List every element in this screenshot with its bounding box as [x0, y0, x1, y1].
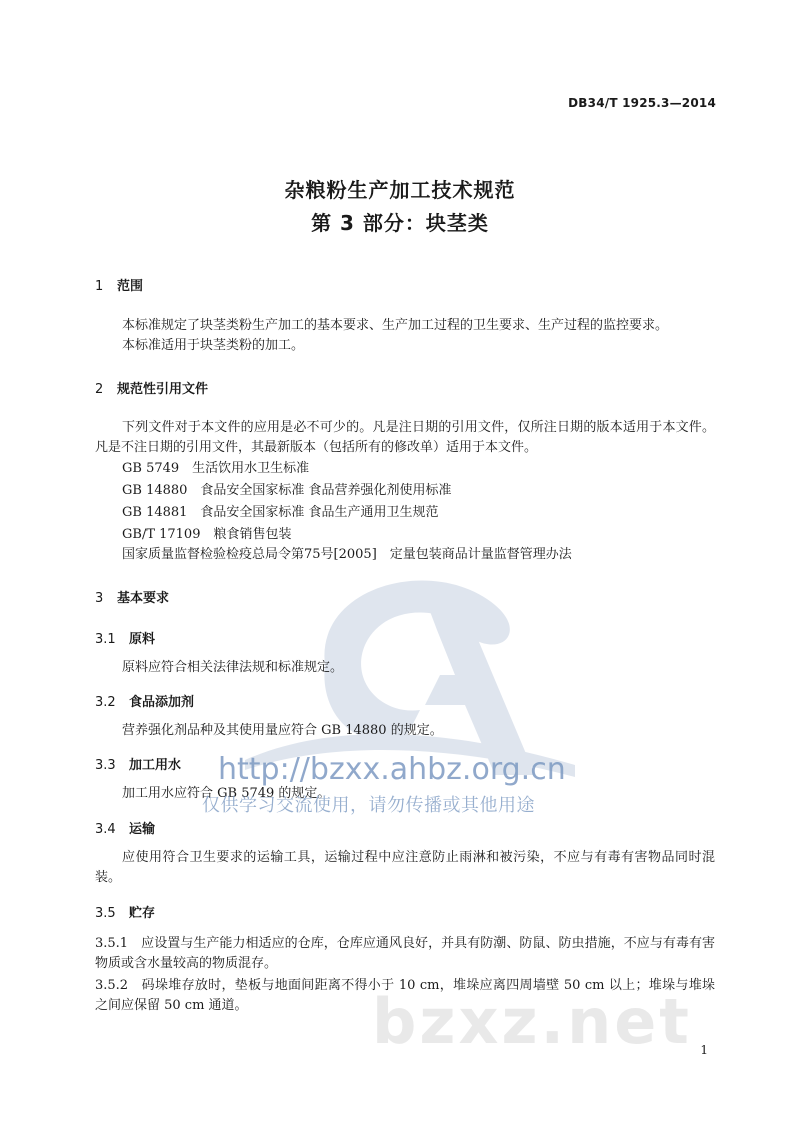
- numbered-clause: 3.5.1 应设置与生产能力相适应的仓库，仓库应通风良好，并具有防潮、防鼠、防虫措施，不应与有毒有害物质或含水量较高的物质混存。: [95, 936, 715, 971]
- standard-code: DB34/T 1925.3—2014: [568, 96, 716, 110]
- subsection-title: 食品添加剂: [129, 695, 195, 710]
- section-heading-1: [95, 275, 143, 294]
- section-title: 范围: [117, 279, 144, 294]
- watermark-note: 仅供学习交流使用，请勿传播或其他用途: [202, 795, 535, 816]
- section-title: 基本要求: [117, 591, 170, 606]
- subsection-number: 3.2: [95, 695, 116, 710]
- reference-item: GB 14881 食品安全国家标准 食品生产通用卫生规范: [122, 505, 439, 520]
- paragraph: 本标准适用于块茎类粉的加工。: [122, 338, 305, 353]
- subsection-heading-3-1: [95, 628, 155, 647]
- watermark-url: http://bzxx.ahbz.org.cn: [218, 752, 566, 787]
- reference-item: GB/T 17109 粮食销售包装: [122, 527, 292, 542]
- section-number: 3: [95, 591, 104, 606]
- subsection-number: 3.1: [95, 632, 116, 647]
- reference-item: 国家质量监督检验检疫总局令第75号[2005] 定量包装商品计量监督管理办法: [122, 547, 572, 562]
- paragraph: 下列文件对于本文件的应用是必不可少的。凡是注日期的引用文件，仅所注日期的版本适用于本文件。凡是不注日期的引用文件，其最新版本（包括所有的修改单）适用于本文件。: [95, 420, 715, 455]
- subsection-heading-3-4: [95, 818, 155, 837]
- paragraph: 应使用符合卫生要求的运输工具，运输过程中应注意防止雨淋和被污染，不应与有毒有害物品同时混装。: [95, 850, 715, 885]
- subsection-title: 加工用水: [129, 758, 182, 773]
- page-number: 1: [700, 1043, 708, 1057]
- document-title: 杂粮粉生产加工技术规范: [284, 178, 516, 202]
- subsection-heading-3-5: [95, 902, 155, 921]
- section-heading-2: [95, 378, 208, 397]
- paragraph: 营养强化剂品种及其使用量应符合 GB 14880 的规定。: [122, 723, 443, 738]
- subsection-number: 3.4: [95, 822, 116, 837]
- subsection-number: 3.3: [95, 758, 116, 773]
- subsection-heading-3-2: [95, 691, 194, 710]
- reference-item: GB 5749 生活饮用水卫生标准: [122, 461, 310, 476]
- paragraph: 本标准规定了块茎类粉生产加工的基本要求、生产加工过程的卫生要求、生产过程的监控要求。: [122, 318, 669, 333]
- subsection-title: 贮存: [129, 906, 156, 921]
- paragraph: 原料应符合相关法律法规和标准规定。: [122, 660, 344, 675]
- section-number: 2: [95, 382, 104, 397]
- numbered-clause: 3.5.2 码垛堆存放时，垫板与地面间距离不得小于 10 cm，堆垛应离四周墙壁 50 cm 以上；堆垛与堆垛之间应保留 50 cm 通道。: [95, 978, 715, 1013]
- subsection-title: 运输: [129, 822, 156, 837]
- section-title: 规范性引用文件: [117, 382, 209, 397]
- reference-item: GB 14880 食品安全国家标准 食品营养强化剂使用标准: [122, 483, 452, 498]
- subsection-title: 原料: [129, 632, 156, 647]
- subsection-heading-3-3: [95, 754, 181, 773]
- section-number: 1: [95, 279, 104, 294]
- paragraph: 加工用水应符合 GB 5749 的规定。: [122, 786, 331, 801]
- subsection-number: 3.5: [95, 906, 116, 921]
- document-subtitle: 第 3 部分：块茎类: [311, 211, 489, 235]
- watermark-brand: bzxz.net: [372, 985, 692, 1058]
- section-heading-3: [95, 587, 169, 606]
